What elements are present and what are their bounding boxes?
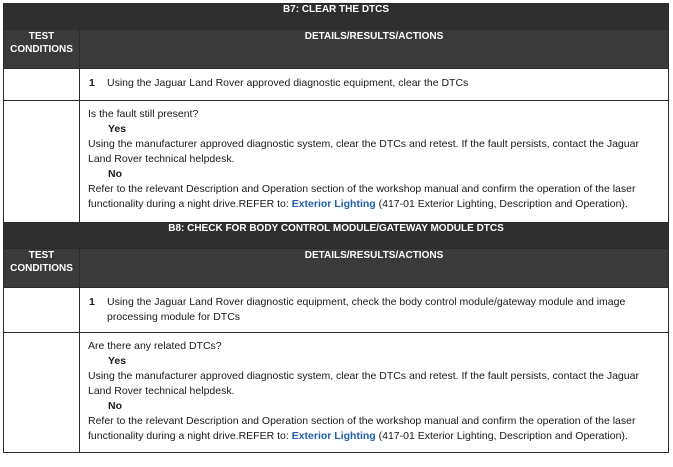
exterior-lighting-link[interactable]: Exterior Lighting bbox=[291, 198, 376, 210]
no-text-prefix: Refer to the relevant Description and Operation section of the workshop manual and confirm the operation of the laser functionality during a night drive.REFER to: bbox=[88, 415, 636, 442]
action-item bbox=[80, 288, 668, 332]
details-header: DETAILS/RESULTS/ACTIONS bbox=[80, 249, 669, 288]
question-text: Are there any related DTCs? bbox=[88, 340, 222, 352]
step-b8-table bbox=[3, 222, 669, 453]
result-cell bbox=[80, 101, 669, 223]
step-b8-title: B8: CHECK FOR BODY CONTROL MODULE/GATEWAY MODULE DTCS bbox=[4, 223, 669, 249]
action-text: Using the Jaguar Land Rover diagnostic equipment, check the body control module/gateway module and image processing module for DTCs bbox=[107, 296, 626, 323]
test-conditions-header: TEST CONDITIONS bbox=[4, 30, 80, 69]
no-text bbox=[88, 182, 660, 212]
test-conditions-cell bbox=[4, 101, 80, 223]
document bbox=[3, 3, 668, 453]
action-number: 1 bbox=[89, 77, 95, 89]
no-label: No bbox=[108, 168, 122, 180]
no-text-prefix: Refer to the relevant Description and Operation section of the workshop manual and confirm the operation of the laser functionality during a night drive.REFER to: bbox=[88, 183, 636, 210]
test-conditions-cell bbox=[4, 69, 80, 101]
test-conditions-cell bbox=[4, 333, 80, 453]
no-text-suffix: (417-01 Exterior Lighting, Description and Operation). bbox=[375, 430, 628, 442]
action-item bbox=[80, 69, 668, 98]
step-b7-table bbox=[3, 3, 669, 223]
details-header: DETAILS/RESULTS/ACTIONS bbox=[80, 30, 669, 69]
question-block bbox=[80, 333, 668, 447]
test-conditions-header: TEST CONDITIONS bbox=[4, 249, 80, 288]
action-cell bbox=[80, 288, 669, 333]
test-conditions-cell bbox=[4, 288, 80, 333]
no-text bbox=[88, 414, 660, 444]
yes-text: Using the manufacturer approved diagnostic system, clear the DTCs and retest. If the fault persists, contact the Jaguar Land Rover technical helpdesk. bbox=[88, 138, 639, 165]
exterior-lighting-link[interactable]: Exterior Lighting bbox=[291, 430, 376, 442]
no-label: No bbox=[108, 400, 122, 412]
result-cell bbox=[80, 333, 669, 453]
action-cell bbox=[80, 69, 669, 101]
no-text-suffix: (417-01 Exterior Lighting, Description and Operation). bbox=[375, 198, 628, 210]
action-number: 1 bbox=[89, 296, 95, 308]
step-b7-title: B7: CLEAR THE DTCS bbox=[4, 4, 669, 30]
yes-label: Yes bbox=[108, 123, 127, 135]
yes-text: Using the manufacturer approved diagnostic system, clear the DTCs and retest. If the fault persists, contact the Jaguar Land Rover technical helpdesk. bbox=[88, 370, 639, 397]
question-block bbox=[80, 101, 668, 215]
action-text: Using the Jaguar Land Rover approved diagnostic equipment, clear the DTCs bbox=[107, 77, 469, 89]
yes-label: Yes bbox=[108, 355, 127, 367]
question-text: Is the fault still present? bbox=[88, 108, 199, 120]
